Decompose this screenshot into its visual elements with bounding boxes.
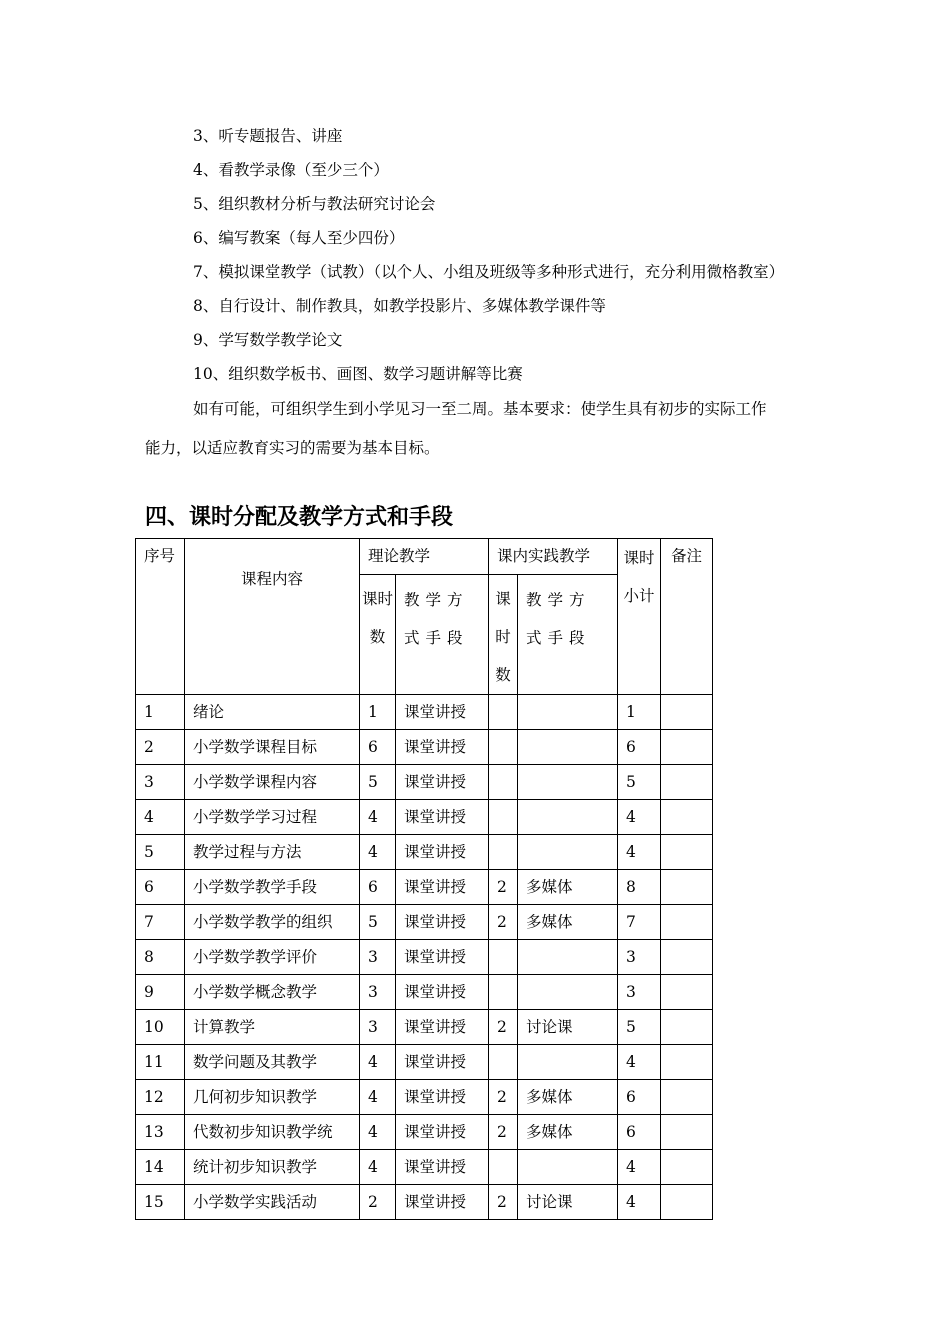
cell-no-text: 13 [144, 1123, 164, 1141]
cell-no-text: 2 [144, 738, 154, 756]
list-item: 5、组织教材分析与教法研究讨论会 [193, 195, 436, 213]
cell-subtotal-text: 3 [626, 948, 636, 966]
cell-no-text: 15 [144, 1193, 164, 1211]
list-item: 3、听专题报告、讲座 [193, 127, 343, 145]
cell-remark-text [661, 905, 712, 912]
cell-practice-method [518, 1185, 618, 1220]
cell-practice-hours-text: 2 [497, 913, 507, 931]
cell-no [136, 940, 185, 975]
cell-subtotal-text: 6 [626, 738, 636, 756]
cell-theory-method-text: 课堂讲授 [404, 1088, 467, 1106]
cell-practice-method-text: 多媒体 [526, 1123, 573, 1141]
cell-remark [661, 1045, 713, 1080]
cell-subtotal [618, 800, 661, 835]
cell-practice-hours [489, 1150, 518, 1185]
cell-practice-method-text [518, 800, 617, 807]
cell-theory-hours-text: 3 [368, 948, 378, 966]
cell-remark-text [661, 835, 712, 842]
cell-subtotal [618, 730, 661, 765]
header-content-text: 课程内容 [240, 570, 303, 588]
cell-content [185, 905, 360, 940]
cell-content [185, 1115, 360, 1150]
cell-subtotal [618, 940, 661, 975]
table-row [136, 1150, 713, 1185]
cell-content [185, 1010, 360, 1045]
cell-theory-hours-text: 4 [368, 1123, 378, 1141]
cell-practice-hours-text: 2 [497, 1123, 507, 1141]
cell-remark-text [661, 870, 712, 877]
cell-subtotal-text: 4 [626, 1158, 636, 1176]
cell-theory-hours [360, 870, 396, 905]
cell-remark [661, 835, 713, 870]
cell-no-text: 9 [144, 983, 154, 1001]
cell-no [136, 1080, 185, 1115]
cell-theory-hours-text: 6 [368, 878, 378, 896]
cell-theory-method [396, 800, 489, 835]
cell-no [136, 1150, 185, 1185]
cell-practice-method-text: 讨论课 [526, 1018, 573, 1036]
cell-theory-method [396, 1045, 489, 1080]
cell-theory-method-text: 课堂讲授 [404, 1123, 467, 1141]
cell-practice-method [518, 975, 618, 1010]
cell-subtotal-text: 8 [626, 878, 636, 896]
cell-theory-method [396, 765, 489, 800]
header-remark [661, 539, 713, 695]
cell-theory-method-text: 课堂讲授 [404, 1053, 467, 1071]
cell-practice-hours-text [489, 835, 517, 842]
cell-theory-method-text: 课堂讲授 [404, 843, 467, 861]
cell-subtotal [618, 1045, 661, 1080]
cell-subtotal [618, 765, 661, 800]
cell-content-text: 小学数学实践活动 [193, 1193, 318, 1211]
cell-no-text: 4 [144, 808, 154, 826]
cell-no-text: 12 [144, 1088, 164, 1106]
cell-theory-method-text: 课堂讲授 [404, 948, 467, 966]
cell-practice-hours [489, 765, 518, 800]
cell-theory-hours [360, 1115, 396, 1150]
list-item: 6、编写教案（每人至少四份） [193, 229, 405, 247]
cell-theory-hours [360, 1010, 396, 1045]
cell-practice-hours [489, 1115, 518, 1150]
header-practice-text: 课内实践教学 [497, 547, 591, 565]
cell-content-text: 小学数学概念教学 [193, 983, 318, 1001]
header-theory-text: 理论教学 [368, 547, 431, 565]
cell-remark-text [661, 730, 712, 737]
table-row [136, 1115, 713, 1150]
cell-content [185, 765, 360, 800]
cell-content [185, 1045, 360, 1080]
cell-practice-method [518, 940, 618, 975]
cell-theory-hours-text: 1 [368, 703, 378, 721]
cell-practice-method-text [518, 730, 617, 737]
cell-no [136, 905, 185, 940]
cell-remark [661, 695, 713, 730]
cell-practice-method [518, 695, 618, 730]
cell-theory-hours-text: 4 [368, 1053, 378, 1071]
cell-remark [661, 1010, 713, 1045]
cell-practice-hours [489, 800, 518, 835]
cell-remark [661, 765, 713, 800]
cell-practice-hours-text: 2 [497, 1193, 507, 1211]
cell-remark [661, 975, 713, 1010]
cell-practice-method [518, 765, 618, 800]
cell-subtotal-text: 4 [626, 808, 636, 826]
cell-subtotal-text: 6 [626, 1088, 636, 1106]
cell-content-text: 小学数学教学手段 [193, 878, 318, 896]
cell-theory-hours-text: 4 [368, 1088, 378, 1106]
cell-theory-hours-text: 4 [368, 1158, 378, 1176]
cell-content-text: 小学数学教学的组织 [193, 913, 333, 931]
cell-theory-method-text: 课堂讲授 [404, 738, 467, 756]
header-remark-text: 备注 [671, 547, 703, 565]
cell-practice-hours [489, 975, 518, 1010]
table-row [136, 695, 713, 730]
header-practice [489, 539, 618, 575]
cell-practice-method [518, 1080, 618, 1115]
header-theory-method [396, 575, 489, 695]
cell-subtotal-text: 5 [626, 1018, 636, 1036]
cell-no-text: 1 [144, 703, 154, 721]
cell-remark-text [661, 1010, 712, 1017]
cell-subtotal [618, 1010, 661, 1045]
cell-practice-hours [489, 1185, 518, 1220]
cell-theory-method [396, 1010, 489, 1045]
header-theory [360, 539, 489, 575]
cell-remark [661, 730, 713, 765]
cell-theory-method [396, 905, 489, 940]
cell-subtotal-text: 4 [626, 843, 636, 861]
cell-content-text: 几何初步知识教学 [193, 1088, 318, 1106]
cell-practice-method [518, 835, 618, 870]
table-row [136, 905, 713, 940]
cell-theory-method [396, 1080, 489, 1115]
list-item: 9、学写数学教学论文 [193, 331, 343, 349]
cell-remark [661, 1150, 713, 1185]
header-seq [136, 539, 185, 695]
cell-content-text: 数学问题及其教学 [193, 1053, 318, 1071]
list-item: 8、自行设计、制作教具，如教学投影片、多媒体教学课件等 [193, 297, 606, 315]
paragraph-line: 能力，以适应教育实习的需要为基本目标。 [145, 439, 440, 457]
cell-theory-hours-text: 3 [368, 983, 378, 1001]
cell-practice-hours-text [489, 730, 517, 737]
header-practice-hours-text: 课时数 [495, 590, 511, 684]
cell-content [185, 835, 360, 870]
cell-content [185, 1080, 360, 1115]
cell-practice-hours [489, 1080, 518, 1115]
cell-practice-hours-text [489, 695, 517, 702]
cell-content-text: 教学过程与方法 [193, 843, 302, 861]
cell-content-text: 小学数学课程目标 [193, 738, 318, 756]
table-row [136, 1045, 713, 1080]
cell-subtotal [618, 695, 661, 730]
header-theory-hours-text: 课时数 [361, 590, 393, 646]
cell-content-text: 统计初步知识教学 [193, 1158, 318, 1176]
cell-theory-hours-text: 3 [368, 1018, 378, 1036]
cell-theory-method [396, 940, 489, 975]
cell-no-text: 5 [144, 843, 154, 861]
cell-subtotal [618, 835, 661, 870]
cell-remark [661, 1080, 713, 1115]
cell-theory-method [396, 1185, 489, 1220]
cell-practice-method-text: 多媒体 [526, 878, 573, 896]
cell-remark [661, 1185, 713, 1220]
cell-theory-hours [360, 800, 396, 835]
cell-no-text: 6 [144, 878, 154, 896]
cell-theory-method [396, 1115, 489, 1150]
cell-no-text: 11 [144, 1053, 164, 1071]
paragraph-line: 如有可能，可组织学生到小学见习一至二周。基本要求：使学生具有初步的实际工作 [193, 400, 767, 418]
cell-theory-method [396, 1150, 489, 1185]
cell-practice-method-text [518, 765, 617, 772]
cell-remark-text [661, 765, 712, 772]
cell-theory-method [396, 975, 489, 1010]
cell-practice-hours-text [489, 765, 517, 772]
cell-theory-hours-text: 4 [368, 843, 378, 861]
cell-theory-hours-text: 4 [368, 808, 378, 826]
cell-practice-hours-text: 2 [497, 1088, 507, 1106]
cell-theory-method-text: 课堂讲授 [404, 913, 467, 931]
cell-practice-method-text: 讨论课 [526, 1193, 573, 1211]
table-row [136, 835, 713, 870]
cell-no-text: 8 [144, 948, 154, 966]
cell-practice-method [518, 1115, 618, 1150]
table-row [136, 870, 713, 905]
cell-theory-hours [360, 975, 396, 1010]
cell-theory-hours-text: 5 [368, 913, 378, 931]
cell-subtotal [618, 1185, 661, 1220]
header-subtotal-text: 课时小计 [623, 549, 655, 605]
cell-practice-method [518, 905, 618, 940]
cell-practice-hours-text [489, 975, 517, 982]
cell-content-text: 小学数学教学评价 [193, 948, 318, 966]
cell-subtotal-text: 7 [626, 913, 636, 931]
cell-practice-hours [489, 695, 518, 730]
cell-subtotal [618, 870, 661, 905]
table-row [136, 1185, 713, 1220]
cell-remark-text [661, 1185, 712, 1192]
list-item: 4、看教学录像（至少三个） [193, 161, 389, 179]
cell-practice-method-text [518, 695, 617, 702]
cell-content [185, 1185, 360, 1220]
header-practice-method-text: 教学方式手段 [526, 591, 591, 647]
cell-theory-hours [360, 730, 396, 765]
cell-theory-method-text: 课堂讲授 [404, 703, 467, 721]
cell-practice-hours [489, 1045, 518, 1080]
cell-no [136, 765, 185, 800]
cell-practice-hours [489, 835, 518, 870]
cell-subtotal [618, 905, 661, 940]
cell-practice-method [518, 1150, 618, 1185]
cell-no [136, 1115, 185, 1150]
cell-theory-method-text: 课堂讲授 [404, 1158, 467, 1176]
table-row [136, 940, 713, 975]
cell-practice-method [518, 730, 618, 765]
cell-theory-hours-text: 6 [368, 738, 378, 756]
cell-content-text: 小学数学学习过程 [193, 808, 318, 826]
cell-theory-hours [360, 1150, 396, 1185]
cell-subtotal [618, 1115, 661, 1150]
cell-remark-text [661, 800, 712, 807]
header-practice-method [518, 575, 618, 695]
cell-no [136, 835, 185, 870]
cell-no [136, 870, 185, 905]
cell-practice-method-text: 多媒体 [526, 913, 573, 931]
cell-subtotal-text: 5 [626, 773, 636, 791]
cell-theory-method [396, 870, 489, 905]
header-practice-hours [489, 575, 518, 695]
cell-theory-hours [360, 695, 396, 730]
table-row [136, 765, 713, 800]
cell-content-text: 小学数学课程内容 [193, 773, 318, 791]
cell-practice-hours [489, 730, 518, 765]
cell-remark-text [661, 1115, 712, 1122]
cell-practice-method-text [518, 1150, 617, 1157]
cell-remark [661, 940, 713, 975]
cell-theory-hours [360, 1045, 396, 1080]
cell-theory-method-text: 课堂讲授 [404, 773, 467, 791]
cell-practice-method-text [518, 940, 617, 947]
cell-content [185, 800, 360, 835]
cell-theory-method-text: 课堂讲授 [404, 878, 467, 896]
cell-theory-method-text: 课堂讲授 [404, 808, 467, 826]
cell-theory-hours-text: 5 [368, 773, 378, 791]
header-theory-hours [360, 575, 396, 695]
cell-no-text: 14 [144, 1158, 164, 1176]
cell-subtotal [618, 1150, 661, 1185]
cell-no [136, 1185, 185, 1220]
cell-remark-text [661, 1080, 712, 1087]
cell-theory-hours [360, 765, 396, 800]
cell-practice-method [518, 1045, 618, 1080]
cell-theory-hours [360, 940, 396, 975]
cell-content-text: 绪论 [193, 703, 225, 721]
table-row [136, 1080, 713, 1115]
cell-subtotal-text: 3 [626, 983, 636, 1001]
cell-remark [661, 800, 713, 835]
cell-subtotal-text: 4 [626, 1053, 636, 1071]
cell-subtotal [618, 975, 661, 1010]
cell-remark [661, 1115, 713, 1150]
cell-no [136, 1045, 185, 1080]
cell-content [185, 975, 360, 1010]
cell-theory-method [396, 695, 489, 730]
header-content [185, 539, 360, 695]
section-title: 四、课时分配及教学方式和手段 [145, 505, 454, 530]
cell-remark [661, 905, 713, 940]
cell-no-text: 3 [144, 773, 154, 791]
cell-practice-hours-text [489, 940, 517, 947]
cell-theory-hours [360, 1080, 396, 1115]
cell-no-text: 10 [144, 1018, 164, 1036]
cell-content [185, 870, 360, 905]
cell-no [136, 800, 185, 835]
cell-theory-hours [360, 835, 396, 870]
cell-practice-hours [489, 905, 518, 940]
cell-remark-text [661, 940, 712, 947]
list-item: 10、组织数学板书、画图、数学习题讲解等比赛 [193, 365, 523, 383]
cell-practice-method [518, 1010, 618, 1045]
schedule-table [135, 538, 713, 1220]
table-row [136, 975, 713, 1010]
cell-remark-text [661, 975, 712, 982]
cell-practice-hours-text: 2 [497, 1018, 507, 1036]
cell-subtotal [618, 1080, 661, 1115]
cell-content [185, 730, 360, 765]
cell-practice-method-text [518, 1045, 617, 1052]
header-subtotal [618, 539, 661, 695]
cell-remark-text [661, 1045, 712, 1052]
cell-practice-method-text [518, 835, 617, 842]
cell-practice-method-text: 多媒体 [526, 1088, 573, 1106]
cell-practice-method-text [518, 975, 617, 982]
cell-theory-method [396, 835, 489, 870]
cell-remark-text [661, 695, 712, 702]
cell-no [136, 730, 185, 765]
cell-theory-hours [360, 905, 396, 940]
header-theory-method-text: 教学方式手段 [404, 591, 469, 647]
cell-no [136, 975, 185, 1010]
cell-theory-method [396, 730, 489, 765]
cell-subtotal-text: 1 [626, 703, 636, 721]
cell-theory-method-text: 课堂讲授 [404, 983, 467, 1001]
cell-remark-text [661, 1150, 712, 1157]
cell-practice-hours-text [489, 1045, 517, 1052]
cell-practice-hours [489, 940, 518, 975]
cell-content [185, 940, 360, 975]
cell-no-text: 7 [144, 913, 154, 931]
table-row [136, 800, 713, 835]
cell-content-text: 代数初步知识教学统 [193, 1123, 333, 1141]
cell-practice-method [518, 870, 618, 905]
cell-no [136, 1010, 185, 1045]
table-row [136, 730, 713, 765]
header-seq-text: 序号 [144, 547, 176, 565]
cell-theory-method-text: 课堂讲授 [404, 1018, 467, 1036]
cell-subtotal-text: 4 [626, 1193, 636, 1211]
cell-practice-hours [489, 1010, 518, 1045]
cell-theory-method-text: 课堂讲授 [404, 1193, 467, 1211]
cell-practice-hours-text [489, 800, 517, 807]
cell-remark [661, 870, 713, 905]
cell-content [185, 1150, 360, 1185]
table-row [136, 1010, 713, 1045]
cell-practice-hours [489, 870, 518, 905]
cell-theory-hours [360, 1185, 396, 1220]
list-item: 7、模拟课堂教学（试教）（以个人、小组及班级等多种形式进行，充分利用微格教室） [193, 263, 785, 281]
cell-practice-hours-text [489, 1150, 517, 1157]
cell-content-text: 计算教学 [193, 1018, 256, 1036]
cell-no [136, 695, 185, 730]
cell-theory-hours-text: 2 [368, 1193, 378, 1211]
cell-content [185, 695, 360, 730]
cell-practice-hours-text: 2 [497, 878, 507, 896]
cell-subtotal-text: 6 [626, 1123, 636, 1141]
cell-practice-method [518, 800, 618, 835]
